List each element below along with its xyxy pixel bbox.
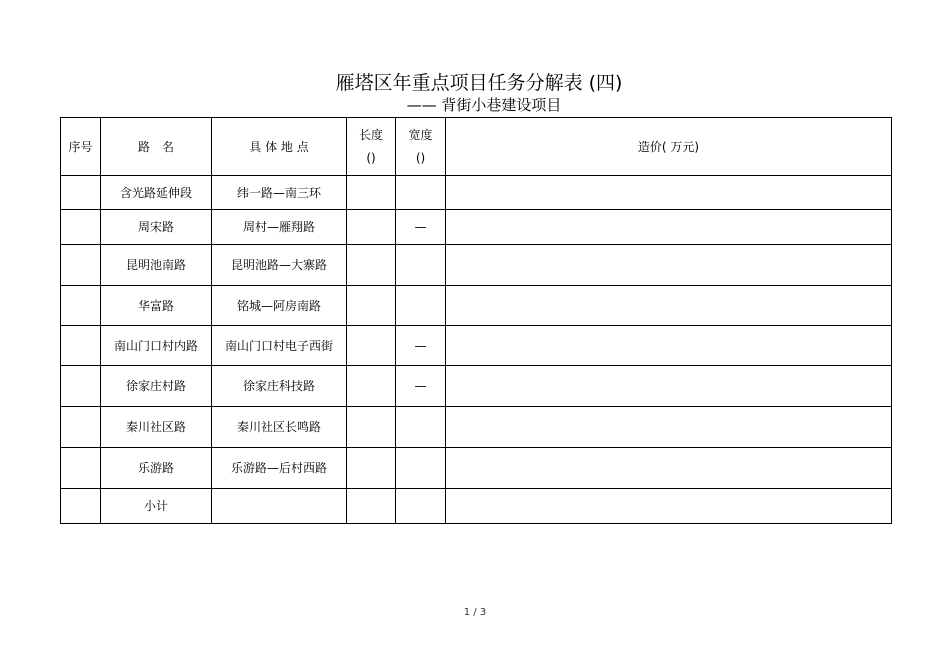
table-row xyxy=(61,448,892,489)
cell-cost xyxy=(446,176,892,210)
cell-seq xyxy=(61,245,101,286)
cell-length xyxy=(347,489,396,524)
cell-cost xyxy=(446,489,892,524)
cell-length xyxy=(347,448,396,489)
table-row xyxy=(61,286,892,326)
cell-road: 小计 xyxy=(101,489,212,524)
cell-road: 周宋路 xyxy=(101,210,212,245)
cell-seq xyxy=(61,407,101,448)
table-header-row xyxy=(61,118,892,176)
cell-width xyxy=(396,407,446,448)
cell-cost xyxy=(446,407,892,448)
cell-cost xyxy=(446,245,892,286)
cell-road: 昆明池南路 xyxy=(101,245,212,286)
cell-length xyxy=(347,366,396,407)
header-seq: 序号 xyxy=(61,118,101,176)
document-subtitle: —— 背街小巷建设项目 xyxy=(406,96,562,114)
cell-width: — xyxy=(396,326,446,366)
cell-length xyxy=(347,326,396,366)
cell-length xyxy=(347,210,396,245)
cell-width xyxy=(396,176,446,210)
table-row xyxy=(61,407,892,448)
cell-location: 昆明池路—大寨路 xyxy=(212,245,347,286)
cell-road: 南山门口村内路 xyxy=(101,326,212,366)
cell-location: 铭城—阿房南路 xyxy=(212,286,347,326)
header-road: 路 名 xyxy=(101,118,212,176)
cell-road: 秦川社区路 xyxy=(101,407,212,448)
table-row xyxy=(61,176,892,210)
cell-width xyxy=(396,448,446,489)
table-row xyxy=(61,245,892,286)
cell-seq xyxy=(61,286,101,326)
cell-length xyxy=(347,245,396,286)
cell-width: — xyxy=(396,210,446,245)
cell-length xyxy=(347,286,396,326)
cell-location: 徐家庄科技路 xyxy=(212,366,347,407)
cell-location: 南山门口村电子西街 xyxy=(212,326,347,366)
cell-location: 乐游路—后村西路 xyxy=(212,448,347,489)
cell-cost xyxy=(446,286,892,326)
table-row-subtotal xyxy=(61,489,892,524)
task-table xyxy=(60,117,892,524)
header-length xyxy=(347,118,396,176)
cell-seq xyxy=(61,210,101,245)
cell-road: 含光路延伸段 xyxy=(101,176,212,210)
cell-seq xyxy=(61,326,101,366)
cell-cost xyxy=(446,210,892,245)
header-cost: 造价( 万元) xyxy=(446,118,892,176)
cell-width xyxy=(396,245,446,286)
cell-seq xyxy=(61,489,101,524)
header-length-label: 长度 xyxy=(358,128,383,142)
header-width-unit: () xyxy=(415,151,426,165)
cell-width: — xyxy=(396,366,446,407)
cell-cost xyxy=(446,326,892,366)
table-row xyxy=(61,326,892,366)
cell-road: 徐家庄村路 xyxy=(101,366,212,407)
table-row xyxy=(61,366,892,407)
header-location: 具 体 地 点 xyxy=(212,118,347,176)
cell-cost xyxy=(446,366,892,407)
cell-location: 纬一路—南三环 xyxy=(212,176,347,210)
cell-location xyxy=(212,489,347,524)
cell-seq xyxy=(61,176,101,210)
cell-width xyxy=(396,286,446,326)
page-number: 1 / 3 xyxy=(463,607,487,618)
header-width-label: 宽度 xyxy=(408,128,433,142)
cell-road: 华富路 xyxy=(101,286,212,326)
cell-road: 乐游路 xyxy=(101,448,212,489)
cell-width xyxy=(396,489,446,524)
table-row xyxy=(61,210,892,245)
header-width xyxy=(396,118,446,176)
cell-length xyxy=(347,176,396,210)
cell-location: 周村—雁翔路 xyxy=(212,210,347,245)
header-length-unit: () xyxy=(366,151,376,165)
cell-cost xyxy=(446,448,892,489)
cell-location: 秦川社区长鸣路 xyxy=(212,407,347,448)
cell-seq xyxy=(61,448,101,489)
cell-seq xyxy=(61,366,101,407)
cell-length xyxy=(347,407,396,448)
document-title: 雁塔区年重点项目任务分解表 (四) xyxy=(335,72,623,94)
